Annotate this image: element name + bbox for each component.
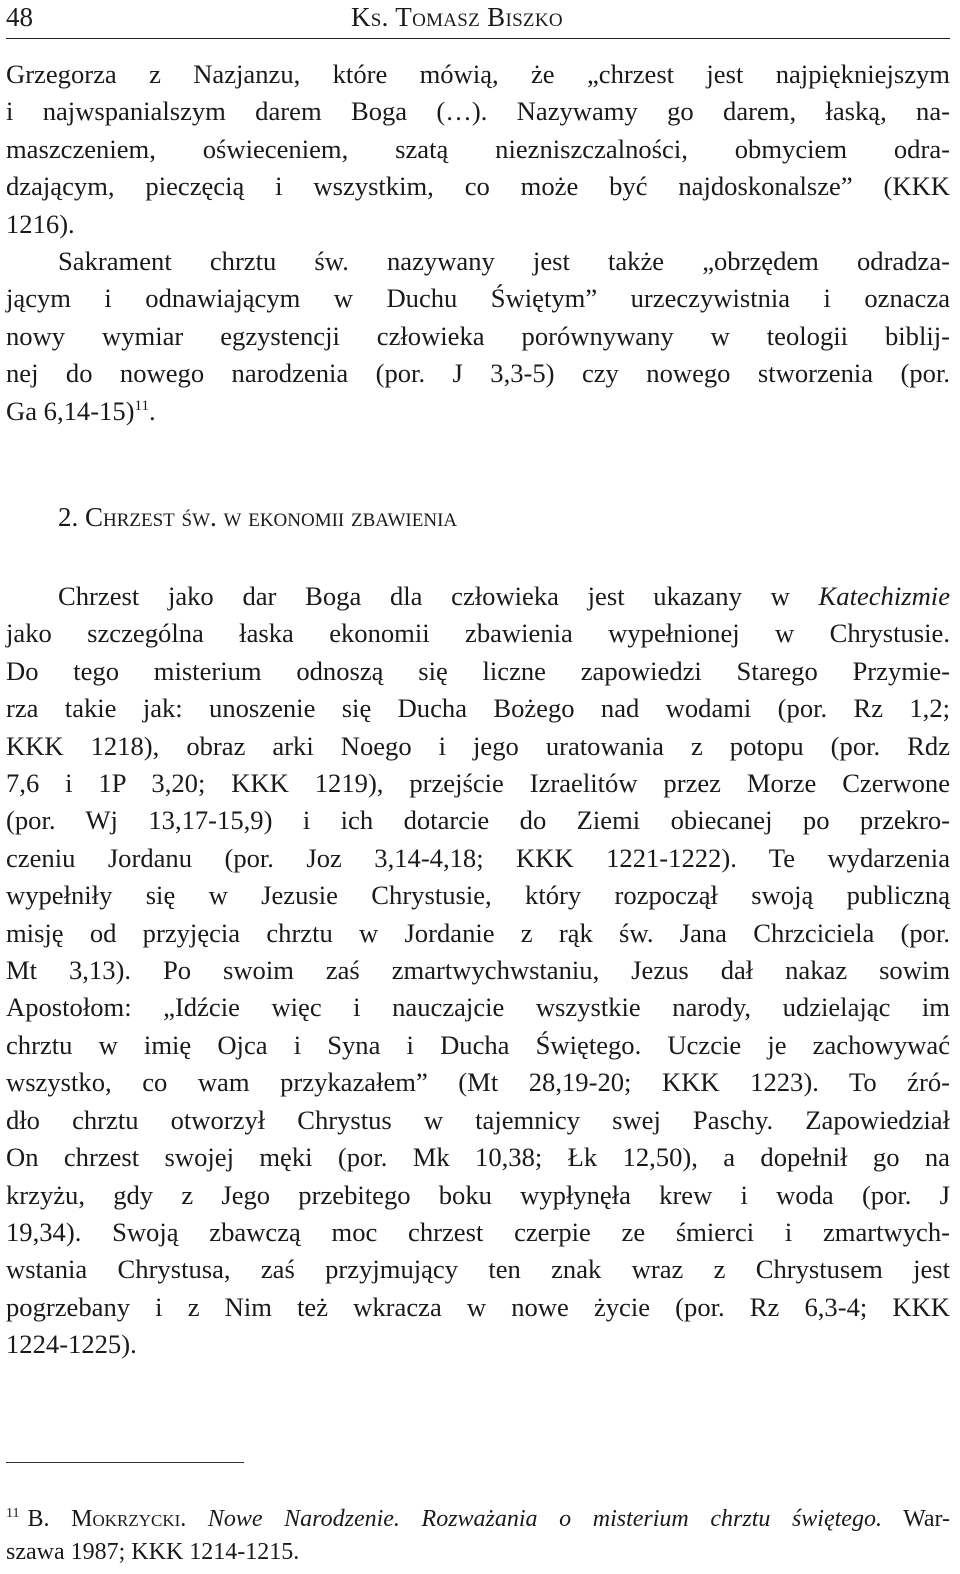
page-header xyxy=(6,0,950,40)
text-line: wstania Chrystusa, zaś przyjmujący ten znak wraz z Chrystusem jest xyxy=(6,1254,950,1285)
paragraph-2 xyxy=(6,243,950,430)
text-line: krzyżu, gdy z Jego przebitego boku wypłynęła krew i woda (por. J xyxy=(6,1179,950,1210)
header-rule xyxy=(6,38,950,39)
text-line: dło chrztu otworzył Chrystus w tajemnicy swej Paschy. Zapowiedział xyxy=(6,1104,950,1135)
footnote-author-surname: Mokrzycki xyxy=(71,1506,181,1532)
text-line xyxy=(6,578,950,615)
text-line: nowy wymiar egzystencji człowieka porównywany w teologii biblij- xyxy=(6,320,950,351)
footnote-line: szawa 1987; KKK 1214-1215. xyxy=(6,1539,300,1565)
text-line: Do tego misterium odnoszą się liczne zapowiedzi Starego Przymie- xyxy=(6,655,950,686)
text-line: dzającym, pieczęcią i wszystkim, co może być najdoskonalsze” (KKK xyxy=(6,171,950,202)
text-fragment: . xyxy=(180,1506,208,1532)
text-line: KKK 1218), obraz arki Noego i jego uratowania z potopu (por. Rdz xyxy=(6,730,950,761)
text-line: czeniu Jordanu (por. Joz 3,14-4,18; KKK 1221-1222). Te wydarzenia xyxy=(6,842,950,873)
running-head: Ks. Tomasz Biszko xyxy=(351,2,563,32)
text-line: 19,34). Swoją zbawczą moc chrzest czerpie ze śmierci i zmartwych- xyxy=(6,1216,950,1247)
footnote-rule xyxy=(6,1462,244,1463)
text-line: 1216). xyxy=(6,208,75,239)
footnote-line xyxy=(6,1503,950,1536)
section-heading xyxy=(58,502,457,533)
paragraph-3 xyxy=(6,578,950,1364)
text-fragment: War- xyxy=(881,1506,951,1532)
text-line: On chrzest swojej męki (por. Mk 10,38; Łk 12,50), a dopełnił go na xyxy=(6,1142,950,1173)
text-line: jącym i odnawiającym w Duchu Świętym” urzeczywistnia i oznacza xyxy=(6,283,950,314)
text-line: Mt 3,13). Po swoim zaś zmartwychwstaniu, Jezus dał nakaz sowim xyxy=(6,955,950,986)
footnote xyxy=(6,1503,950,1569)
section-number: 2. xyxy=(58,502,85,532)
footnote-author-initial: B. xyxy=(27,1506,72,1532)
text-line: pogrzebany i z Nim też wkracza w nowe życie (por. Rz 6,3-4; KKK xyxy=(6,1291,950,1322)
text-line: wszystko, co wam przykazałem” (Mt 28,19-20; KKK 1223). To źró- xyxy=(6,1067,950,1098)
text-line: wypełniły się w Jezusie Chrystusie, który rozpoczął swoją publiczną xyxy=(6,880,950,911)
text-line: i najwspanialszym darem Boga (…). Nazywamy go darem, łaską, na- xyxy=(6,96,950,127)
page-number: 48 xyxy=(6,2,33,32)
text-line: rza takie jak: unoszenie się Ducha Bożego nad wodami (por. Rz 1,2; xyxy=(6,693,950,724)
text-line: Grzegorza z Nazjanzu, które mówią, że „chrzest jest najpiękniejszym xyxy=(6,59,950,89)
footnote-title: Nowe Narodzenie. Rozważania o misterium chrztu świętego. xyxy=(207,1506,882,1532)
text-line: (por. Wj 13,17-15,9) i ich dotarcie do Ziemi obiecanej po przekro- xyxy=(6,805,950,836)
text-line: Sakrament chrztu św. nazywany jest także „obrzędem odradza- xyxy=(58,246,950,276)
footnote-number: 11 xyxy=(6,1506,20,1521)
text-line: chrztu w imię Ojca i Syna i Ducha Świętego. Uczcie je zachowywać xyxy=(6,1029,950,1060)
text-fragment: Ga 6,14-15) xyxy=(6,395,135,426)
italic-term: Katechizmie xyxy=(818,581,950,611)
text-line: nej do nowego narodzenia (por. J 3,3-5) czy nowego stworzenia (por. xyxy=(6,358,950,389)
text-line: misję od przyjęcia chrztu w Jordanie z rąk św. Jana Chrzciciela (por. xyxy=(6,917,950,948)
section-title: Chrzest św. w ekonomii zbawienia xyxy=(85,502,458,532)
text-line: Apostołom: „Idźcie więc i nauczajcie wszystkie narody, udzielając im xyxy=(6,992,950,1023)
text-fragment: . xyxy=(148,395,156,426)
paragraph-1 xyxy=(6,56,950,243)
text-line: maszczeniem, oświeceniem, szatą niezniszczalności, obmyciem odra- xyxy=(6,133,950,164)
text-fragment: Chrzest jako dar Boga dla człowieka jest ukazany w xyxy=(58,581,819,611)
text-line: 1224-1225). xyxy=(6,1329,137,1360)
text-line: 7,6 i 1P 3,20; KKK 1219), przejście Izraelitów przez Morze Czerwone xyxy=(6,768,950,799)
text-line xyxy=(6,393,950,430)
footnote-reference: 11 xyxy=(134,397,149,414)
text-line: jako szczególna łaska ekonomii zbawienia wypełnionej w Chrystusie. xyxy=(6,618,950,649)
